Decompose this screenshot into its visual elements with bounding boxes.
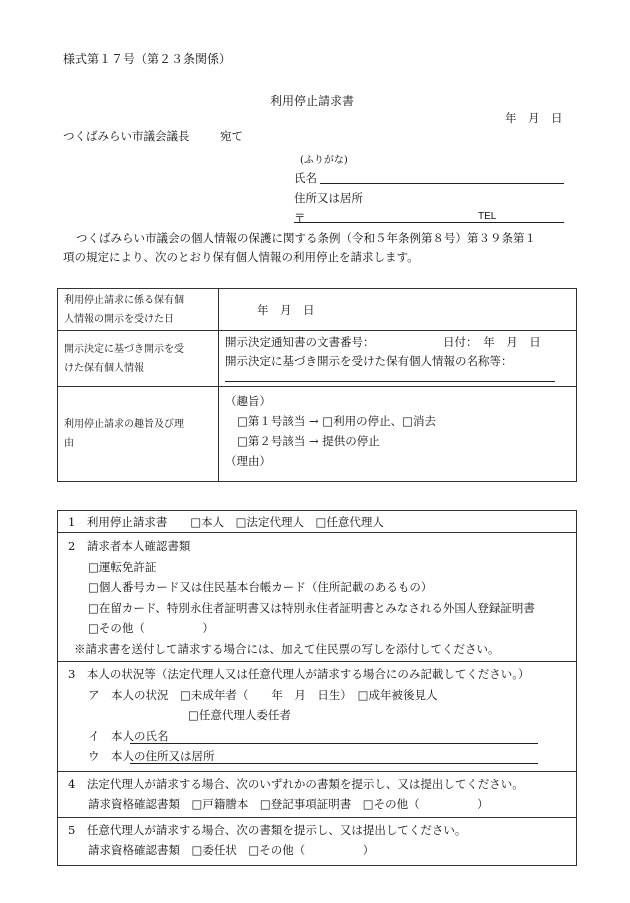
name-line[interactable] xyxy=(320,183,564,184)
form-number: 様式第１７号（第２３条関係） xyxy=(63,52,232,66)
legal-proxy-docs[interactable]: 請求資格確認書類 □戸籍謄本 □登記事項証明書 □その他（ ） xyxy=(88,797,489,811)
disclosure-date-label: 利用停止請求に係る保有個 人情報の開示を受けた日 xyxy=(58,289,219,331)
intro-line-2: 項の規定により、次のとおり保有個人情報の利用停止を請求します。 xyxy=(63,250,419,264)
request-details-table xyxy=(57,288,577,482)
section-3-title: 3 本人の状況等（法定代理人又は任意代理人が請求する場合にのみ記載してください。） xyxy=(68,667,530,681)
disclosure-date-value: 年 月 日 xyxy=(257,302,315,317)
address-line[interactable] xyxy=(294,222,564,223)
identity-table xyxy=(57,510,577,866)
id-option-license[interactable]: □運転免許証 xyxy=(88,559,157,574)
voluntary-proxy-docs[interactable]: 請求資格確認書類 □委任状 □その他（ ） xyxy=(88,843,375,857)
purpose-heading: （趣旨） xyxy=(225,394,271,408)
addressee-suffix: 宛て xyxy=(220,129,243,143)
name-label: 氏名 xyxy=(294,171,317,185)
disclosed-info-cell[interactable] xyxy=(219,331,577,387)
disclosure-date-cell[interactable] xyxy=(219,289,577,331)
section-5 xyxy=(58,817,577,865)
furigana-label: (ふりがな) xyxy=(300,155,348,166)
reason-heading: （理由） xyxy=(225,454,271,468)
section-5-title: 5 任意代理人が請求する場合、次の書類を提示し、又は提出してください。 xyxy=(68,822,467,837)
person-address-label: ウ 本人の住所又は居所 xyxy=(88,749,215,763)
tel-label: TEL xyxy=(478,211,497,222)
id-option-residence[interactable]: □在留カード、特別永住者証明書又は特別永住者証明書とみなされる外国人登録証明書 xyxy=(88,600,535,615)
addressee: つくばみらい市議会議長 xyxy=(63,129,190,143)
purpose-reason-cell[interactable] xyxy=(219,387,577,482)
section-1[interactable] xyxy=(58,511,577,533)
info-name-label: 開示決定に基づき開示を受けた保有個人情報の名称等： xyxy=(225,354,513,368)
address-label: 住所又は居所 xyxy=(294,191,363,205)
section-4 xyxy=(58,771,577,817)
purpose-reason-label: 利用停止請求の趣旨及び理 由 xyxy=(58,387,219,482)
notice-date-label: 日付： 年 月 日 xyxy=(443,335,541,349)
page-title: 利用停止請求書 xyxy=(270,94,355,108)
person-name-line[interactable] xyxy=(130,743,538,744)
section-3 xyxy=(58,662,577,772)
section-2 xyxy=(58,533,577,662)
purpose-option-1[interactable]: □第１号該当 → □利用の停止、□消去 xyxy=(237,414,437,428)
section-2-title: 2 請求者本人確認書類 xyxy=(68,539,191,553)
person-status[interactable]: ア 本人の状況 □未成年者（ 年 月 日生） □成年被後見人 xyxy=(88,687,438,702)
disclosed-info-label: 開示決定に基づき開示を受 けた保有個人情報 xyxy=(58,331,219,387)
doc-number-label: 開示決定通知書の文書番号： xyxy=(225,335,375,349)
person-status-proxy[interactable]: □任意代理人委任者 xyxy=(188,708,291,722)
info-name-line[interactable] xyxy=(225,381,555,382)
person-address-row[interactable] xyxy=(88,746,568,767)
postal-mark: 〒 xyxy=(294,211,306,225)
person-name-label: イ 本人の氏名 xyxy=(88,728,169,743)
id-option-other[interactable]: □その他（ ） xyxy=(88,621,214,635)
person-address-line[interactable] xyxy=(130,763,538,764)
section-1-text: 1 利用停止請求書 □本人 □法定代理人 □任意代理人 xyxy=(68,514,384,529)
person-name-row[interactable] xyxy=(88,726,568,747)
mail-note: ※請求書を送付して請求する場合には、加えて住民票の写しを添付してください。 xyxy=(74,641,500,656)
section-4-title: 4 法定代理人が請求する場合、次のいずれかの書類を提示し、又は提出してください。 xyxy=(68,776,524,791)
purpose-option-2[interactable]: □第２号該当 → 提供の停止 xyxy=(237,434,380,448)
date-line: 年 月 日 xyxy=(505,111,563,125)
id-option-mynumber[interactable]: □個人番号カード又は住民基本台帳カード（住所記載のあるもの） xyxy=(88,580,433,594)
intro-line-1: つくばみらい市議会の個人情報の保護に関する条例（令和５年条例第８号）第３９条第１ xyxy=(76,231,536,245)
